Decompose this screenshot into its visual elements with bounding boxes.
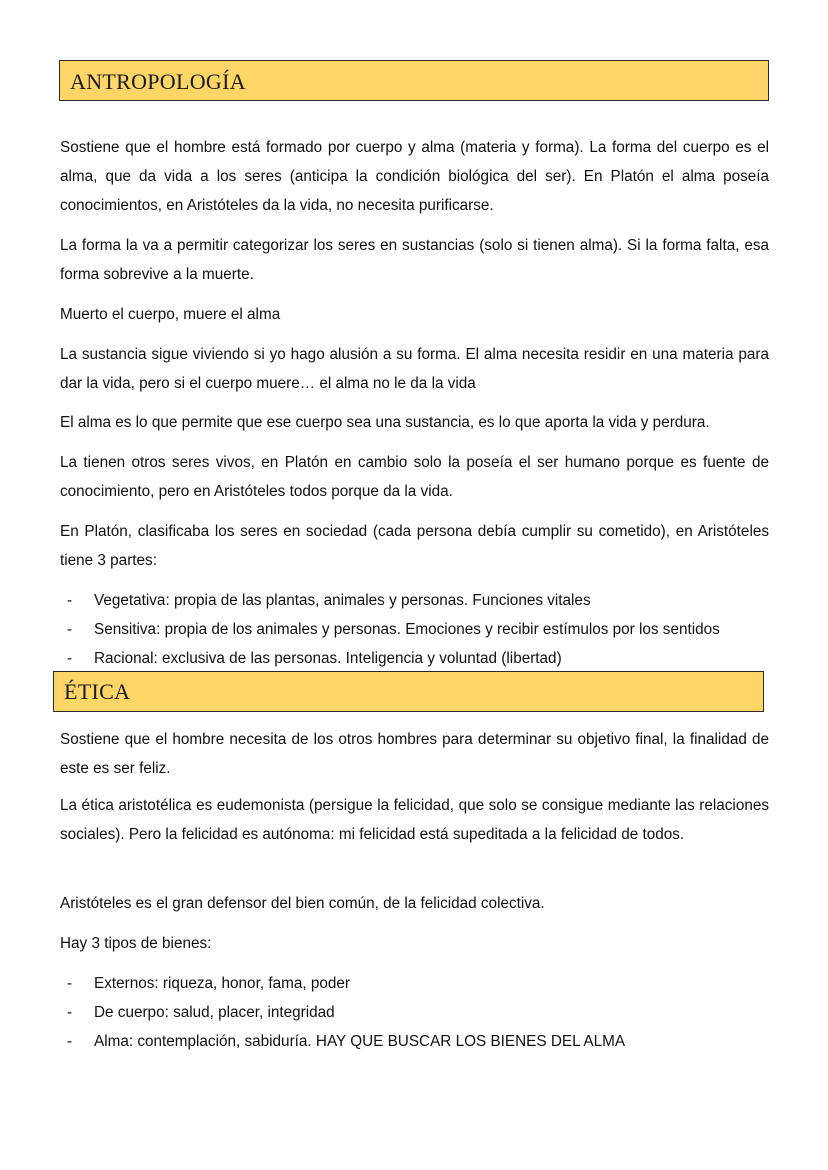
section-heading-etica: ÉTICA	[53, 671, 764, 712]
bullet-list-goods	[60, 969, 780, 1056]
paragraph: La sustancia sigue viviendo si yo hago alusión a su forma. El alma necesita residir en una materia para dar la vida, pero si el cuerpo muere… el alma no le da la vida	[60, 346, 769, 392]
bullet-list-soul-parts	[60, 586, 780, 673]
bullet-marker: -	[67, 975, 73, 992]
paragraph: La tienen otros seres vivos, en Platón en cambio solo la poseía el ser humano porque es fuente de conocimiento, pero en Aristóteles todos porque da la vida.	[60, 454, 769, 500]
paragraph: Muerto el cuerpo, muere el alma	[60, 306, 281, 323]
bullet-marker: -	[67, 1033, 73, 1050]
list-item	[60, 615, 780, 644]
paragraph: Aristóteles es el gran defensor del bien común, de la felicidad colectiva.	[60, 895, 545, 912]
list-item-text: Vegetativa: propia de las plantas, animales y personas. Funciones vitales	[94, 592, 591, 609]
list-item	[60, 998, 780, 1027]
list-item-text: Sensitiva: propia de los animales y personas. Emociones y recibir estímulos por los sentidos	[94, 621, 720, 638]
bullet-marker: -	[67, 621, 73, 638]
section-heading-antropologia: ANTROPOLOGÍA	[59, 60, 769, 101]
list-item-text: Alma: contemplación, sabiduría. HAY QUE BUSCAR LOS BIENES DEL ALMA	[94, 1033, 626, 1050]
list-item	[60, 969, 780, 998]
paragraph: El alma es lo que permite que ese cuerpo sea una sustancia, es lo que aporta la vida y perdura.	[60, 414, 710, 431]
list-item	[60, 644, 780, 673]
bullet-marker: -	[67, 650, 73, 667]
bullet-marker: -	[67, 592, 73, 609]
paragraph: Sostiene que el hombre necesita de los otros hombres para determinar su objetivo final, la finalidad de este es ser feliz.	[60, 731, 769, 777]
list-item	[60, 1027, 780, 1056]
list-item-text: Racional: exclusiva de las personas. Inteligencia y voluntad (libertad)	[94, 650, 562, 667]
bullet-marker: -	[67, 1004, 73, 1021]
list-item	[60, 586, 780, 615]
list-item-text: De cuerpo: salud, placer, integridad	[94, 1004, 335, 1021]
paragraph: La forma la va a permitir categorizar los seres en sustancias (solo si tienen alma). Si la forma falta, esa forma sobrevive a la muerte.	[60, 237, 769, 283]
paragraph: En Platón, clasificaba los seres en sociedad (cada persona debía cumplir su cometido), en Aristóteles tiene 3 partes:	[60, 523, 769, 569]
paragraph: Sostiene que el hombre está formado por cuerpo y alma (materia y forma). La forma del cuerpo es el alma, que da vida a los seres (anticipa la condición biológica del ser). En Platón el alma poseía conocimientos, en Aristóteles da la vida, no necesita purificarse.	[60, 139, 769, 214]
paragraph: La ética aristotélica es eudemonista (persigue la felicidad, que solo se consigue mediante las relaciones sociales). Pero la felicidad es autónoma: mi felicidad está supeditada a la felicidad de todos.	[60, 797, 769, 843]
paragraph: Hay 3 tipos de bienes:	[60, 935, 212, 952]
list-item-text: Externos: riqueza, honor, fama, poder	[94, 975, 350, 992]
